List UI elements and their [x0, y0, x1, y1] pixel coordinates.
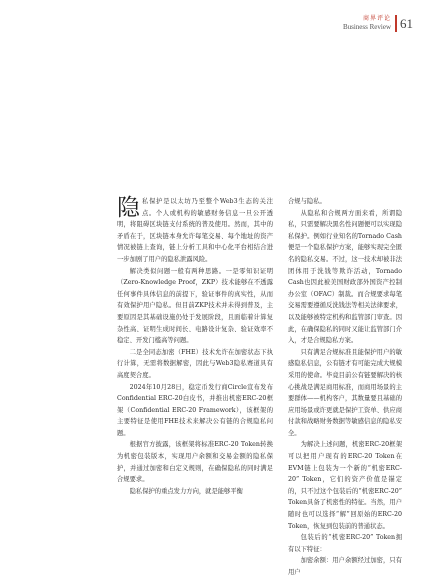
section-title-en: Business Review	[342, 23, 391, 31]
paragraph-8: 从隐私和合规两方面来看，所谓隐私，只需要解决黑名性问题便可以实现隐私保护。例如行业知名的Tornado Cash便是一个隐私保护方案，能够实现完全匿名的隐私交易。不过，这一技术却被非法团体用于洗钱等欺诈活动，Tornado Cash也因此被美国财政部外国资产控制办公室（OFAC）制裁。而合规要求每笔交易需要遵循反洗钱法等相关法律要求，以及能够被特定机构和监管部门审查。因此，在确保隐私的同时又能让监管部门介入，才是合规隐私方案。	[288, 209, 402, 345]
paragraph-11: 包装后的“机密ERC-20” Token拥有以下特征：	[288, 534, 402, 553]
paragraph-1-text: 私保护是以太坊乃至整个Web3生态的关注点。个人或机构的敏感财务信息一旦公开透明，将阻碍区块链支付系统的普及使用。然而，其中的矛盾在于，区块链本身允许每笔交易、每个地址的资产情况被链上查询，链上分析工具和中心化平台相结合进一步加剧了用户的隐私泄露风险。	[117, 198, 273, 263]
left-column	[117, 196, 273, 497]
paragraph-2: 解决类似问题一般有两种思路。一是零知识证明（Zero-Knowledge Proof，ZKP）技术能够在不透露任何事件具体信息的前提下，验证事件的真实性，从而有效保护用户隐私。但目前ZKP技术并未得到普及，主要原因是其基础设施仍处于发展阶段，且面临着计算复杂性高、证明生成时间长、电路设计复杂、验证效率不稳定、开发门槛高等问题。	[117, 267, 273, 345]
section-title-cn: 商界评论	[362, 15, 391, 22]
page-header	[343, 15, 413, 32]
right-column	[288, 196, 402, 579]
page-number: 61	[400, 16, 413, 31]
paragraph-4: 2024年10月28日，稳定币发行商Circle宣布发布Confidential ERC-20白皮书，并推出机密ERC-20框架（Confidential ERC-20 Framework），该框架的主要特征是使用FHE技术来解决公有链的合规隐私问题。	[117, 383, 273, 437]
drop-cap: 隐	[117, 195, 140, 221]
paragraph-5: 根据官方披露，该框架将标准ERC-20 Token转换为机密包装版本，实现用户余额和交易金额的隐私保护，并通过加密和白定义规则，在确保隐私的同时满足合规要求。	[117, 441, 273, 484]
paragraph-12: 加密余额：用户余额经过加密，只有用户	[288, 557, 402, 576]
paragraph-7: 合规与隐私。	[288, 198, 326, 205]
paragraph-10: 为解决上述问题，机密ERC-20框架可以把用户现有的ERC-20 Token在EVM链上包装为一个新的“机密ERC-20” Token，它们的资产价值是锚定的，只不过这个包装后的“机密ERC-20” Token具备了机密性的特征。当然，用户随时也可以选择“解”回原始的ERC-20 Token，恢复到包装前的普通状态。	[288, 441, 402, 530]
paragraph-1	[117, 196, 273, 266]
paragraph-3: 二是全同态加密（FHE）技术允许在加密状态下执行计算，无需将数据解密，因此与Web3隐私赛道具有高度契合度。	[117, 348, 273, 379]
paragraph-6: 隐私保护的重点发力方向，就是能够平衡	[129, 487, 243, 495]
paragraph-9: 只有满足合规标准且能保护用户的敏感隐私信息，公有链才有可能完成大规模采用的使命。毕竟目前公有链要解决的核心挑战是满足商用标准，而商用场景的主要群体——机构客户，其数量要且基础的应用场景或许更就是保护工资单、供应商付款和战略财务数据等敏感信息的隐私安全。	[288, 348, 402, 437]
header-text	[343, 15, 391, 32]
header-divider	[395, 15, 397, 32]
